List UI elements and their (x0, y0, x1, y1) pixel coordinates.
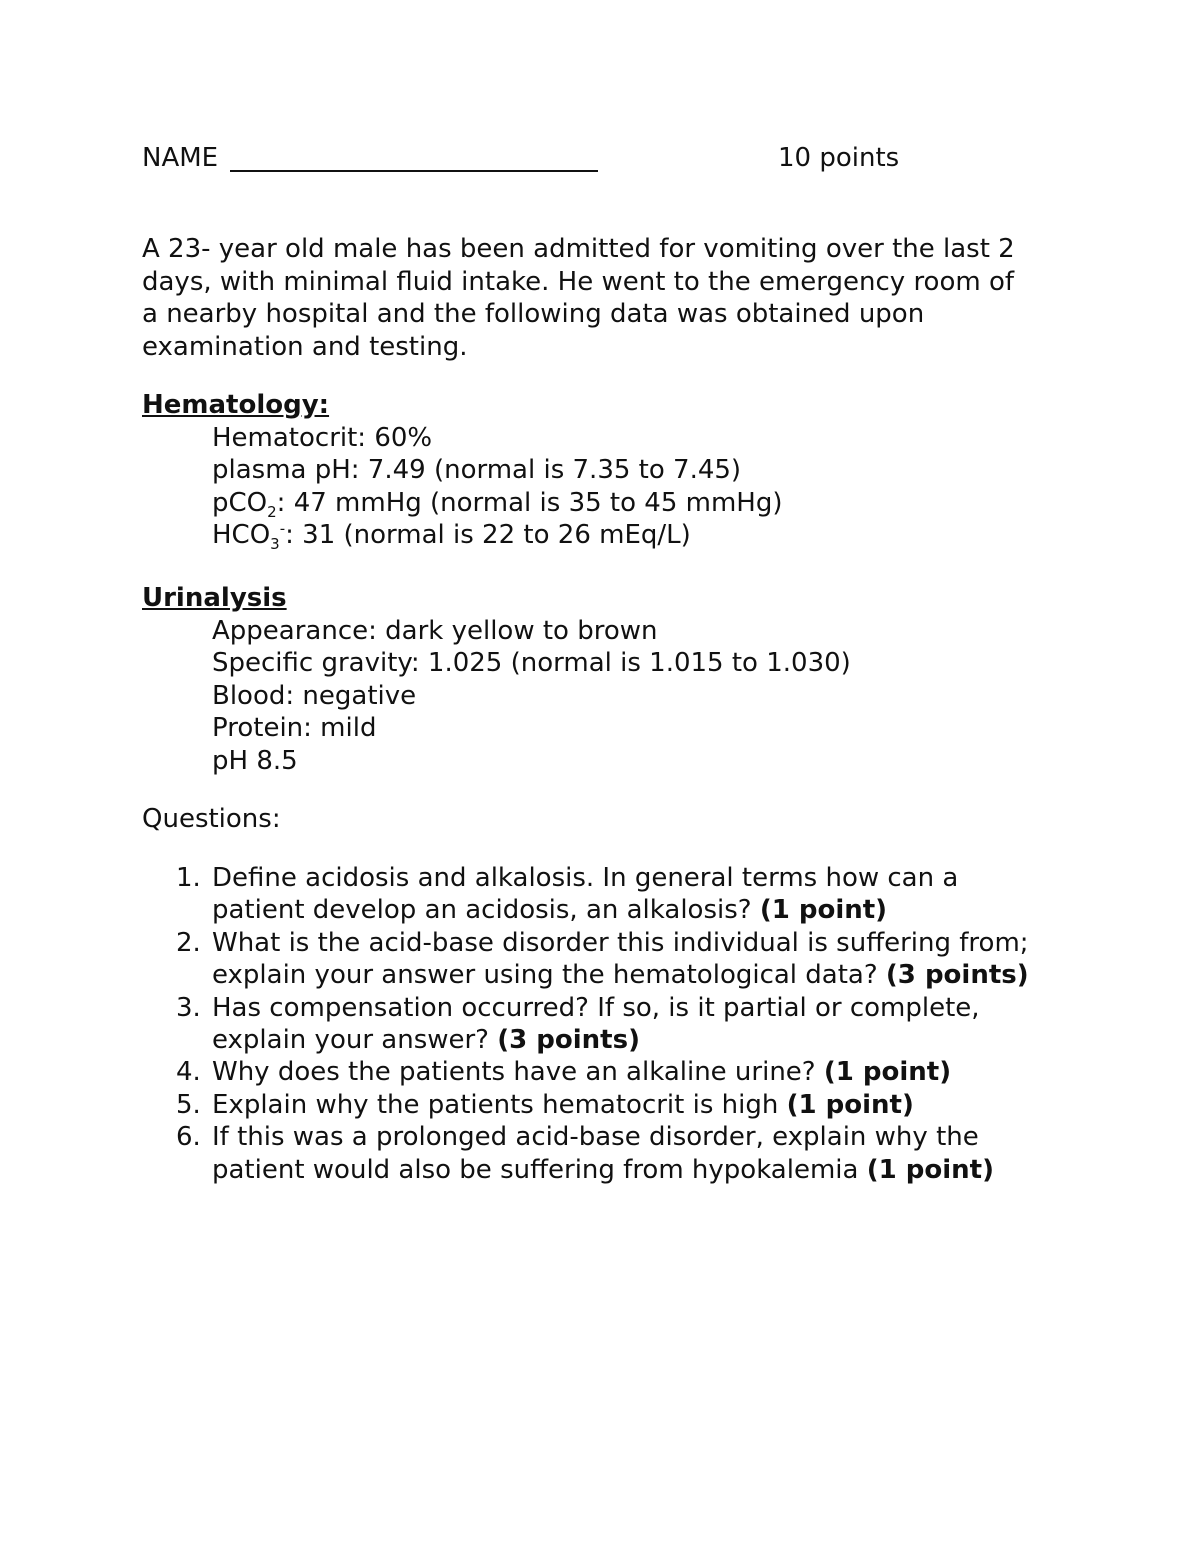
question-text: Explain why the patients hematocrit is high (212, 1089, 787, 1120)
name-label: NAME (142, 143, 219, 173)
question-points: (1 point) (823, 1057, 952, 1088)
plasma-ph-item: plasma pH: 7.49 (normal is 7.35 to 7.45) (212, 455, 742, 486)
question-text: patient develop an acidosis, an alkalosis? (212, 895, 760, 926)
question-text-continued (212, 894, 1102, 926)
urinalysis-list (212, 615, 851, 777)
question-item (142, 927, 1102, 992)
question-text-continued (212, 959, 1102, 991)
name-blank-line (230, 170, 598, 172)
hco3-value: : 31 (normal is 22 to 26 mEq/L) (285, 520, 691, 551)
question-text: If this was a prolonged acid-base disorder, explain why the (212, 1122, 979, 1153)
pco2-value: : 47 mmHg (normal is 35 to 45 mmHg) (276, 487, 783, 518)
question-text-continued (212, 1154, 1102, 1186)
question-text-continued (212, 1024, 1102, 1056)
hco3-prefix: HCO (212, 520, 271, 551)
urinalysis-heading: Urinalysis (142, 583, 287, 613)
case-description-line: A 23- year old male has been admitted for vomiting over the last 2 (142, 234, 1015, 264)
question-points: (3 points) (497, 1025, 640, 1056)
question-item (142, 862, 1102, 927)
question-number: 5. (176, 1089, 201, 1120)
questions-label: Questions: (142, 804, 281, 834)
question-text: explain your answer? (212, 1025, 498, 1056)
urinalysis-item: Appearance: dark yellow to brown (212, 616, 658, 646)
question-points: (1 point) (786, 1089, 914, 1120)
question-number: 3. (176, 992, 201, 1023)
question-number: 2. (176, 927, 201, 958)
question-text-line (212, 1056, 1102, 1088)
question-points: (3 points) (885, 960, 1029, 991)
question-item (142, 992, 1102, 1057)
question-text: What is the acid-base disorder this individual is suffering from; (212, 927, 1029, 958)
question-number: 6. (176, 1122, 201, 1153)
question-text: explain your answer using the hematological data? (212, 960, 886, 991)
question-text: Why does the patients have an alkaline urine? (212, 1057, 824, 1088)
question-item (142, 1089, 1102, 1121)
total-points-label: 10 points (778, 143, 900, 173)
question-item (142, 1056, 1102, 1088)
pco2-item (212, 487, 782, 519)
questions-list (142, 862, 1102, 1186)
question-item (142, 1121, 1102, 1186)
question-text: patient would also be suffering from hypokalemia (212, 1154, 867, 1185)
question-text: Define acidosis and alkalosis. In general terms how can a (212, 863, 959, 893)
question-points: (1 point) (759, 895, 888, 926)
question-number: 1. (176, 863, 201, 893)
case-description-line: examination and testing. (142, 331, 468, 362)
pco2-prefix: pCO (212, 487, 268, 518)
urinalysis-item: Protein: mild (212, 713, 377, 744)
urinalysis-item: Specific gravity: 1.025 (normal is 1.015 to 1.030) (212, 648, 851, 679)
hco3-item (212, 519, 782, 554)
case-description-line: days, with minimal fluid intake. He went to the emergency room of (142, 266, 1015, 297)
hematocrit-item: Hematocrit: 60% (212, 423, 433, 453)
hco3-subscript: 3 (270, 535, 280, 554)
case-description-line: a nearby hospital and the following data was obtained upon (142, 299, 925, 329)
pco2-subscript: 2 (267, 503, 277, 521)
header (142, 140, 1042, 180)
urinalysis-item: Blood: negative (212, 680, 417, 711)
hematology-list (212, 422, 782, 552)
hematology-heading: Hematology: (142, 390, 330, 420)
question-text-line (212, 1089, 1102, 1121)
question-points: (1 point) (866, 1154, 994, 1185)
question-number: 4. (176, 1057, 201, 1088)
hco3-superscript: - (279, 519, 286, 538)
case-description (142, 233, 1072, 363)
urinalysis-item: pH 8.5 (212, 745, 298, 776)
question-text: Has compensation occurred? If so, is it partial or complete, (212, 992, 980, 1023)
